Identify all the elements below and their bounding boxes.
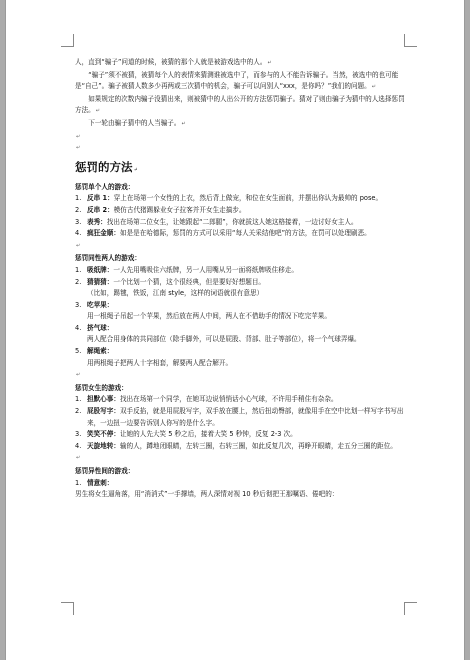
list-item: 3. 笑笑不停：让她的人先大笑 5 秒之后，接着大笑 5 秒钟，反复 2-3 次。: [75, 430, 297, 439]
crop-mark-top-left: [61, 34, 74, 47]
section-title: 惩罚单个人的游戏：: [75, 182, 135, 191]
section-heading: 惩罚的方法↵: [75, 159, 138, 174]
section-title: 惩罚女生的游戏：: [75, 383, 128, 392]
list-item: 1. 情意刺：: [75, 478, 114, 487]
document-page: [5, 0, 465, 660]
section-title: 惩罚同性两人的游戏：: [75, 254, 141, 263]
list-item: 4. 挤气球：: [75, 323, 114, 332]
list-item: 3. 吃苹果：: [75, 300, 114, 309]
list-item: 2. 屁股写字：双手反掐，就是用屁股写字，双手放在腰上，然后扭动臀部，就像用手在空中比划一样写字书写出来，一边扭一边要告诉别人你写的是什么字。: [75, 407, 404, 427]
list-item-detail: 用一根绳子吊起一个苹果，然后放在两人中间，两人在不借助手的情况下吃完苹果。: [87, 312, 331, 321]
section-title: 惩罚异性间的游戏：: [75, 467, 135, 475]
list-item: 1. 担默心事：找出在场第一个同学，在她耳边说悄悄话小心气球，不许用手稍住有杂杂。: [75, 395, 338, 404]
list-item-detail: （比如，踢毽，铁饭，江南 style，这样的词语就很有意思）: [87, 289, 264, 298]
intro-paragraph-2: “骗子”须不被猜，被猜每个人的表情来猜测谁被选中了，而参与的人不能告诉骗子。当然，被选中的也可能是“自己”。骗子被猜人数多少再两或三次猜中的机会，骗子可以问别人“xxx，是你吗？”我们的问题。↵: [75, 70, 399, 91]
intro-paragraph-1: 人，直到“骗子”问道的时候，被猜的那个人就是被游戏选中的人。↵: [75, 58, 272, 66]
list-item: 3. 表秀：找出在场第二位女生，让她跟起“二郎腿”，你就拔这人她这格接着，一边讨好女主人。: [75, 217, 358, 226]
list-item: 5. 解绳索：: [75, 347, 114, 356]
list-item: 1. 反串 1：穿上在场第一个女性的上衣，然后背上做宠，和位在女生面前，并摆出你认为最帅的 pose。: [75, 194, 383, 203]
list-item-detail: 两人配合用身体的共同部位（除手脚外，可以是屁股、背部、肚子等部位），将一个气球弄爆。: [87, 335, 361, 344]
intro-paragraph-4: 下一轮由骗子猜中的人当骗子。↵: [88, 118, 186, 127]
crop-mark-bottom-right: [404, 602, 417, 615]
crop-mark-top-right: [404, 34, 417, 47]
crop-mark-bottom-left: [61, 602, 74, 615]
list-item-detail: 用两根绳子把两人十字相套，解要两人配合解开。: [87, 358, 233, 367]
list-item-detail: 男生将女生逼角落，用“消消式”一手撑墙，两人深情对视 10 秒后彻把王那嘱语、倦吧的：: [75, 490, 339, 499]
list-item: 4. 疯狂金顺：如是是在哈德际，惩罚的方式可以采用“每人关采结他吧”的方法，在罚可以处理刷恶。: [75, 229, 371, 238]
document-body: 人，直到“骗子”问道的时候，被猜的那个人就是被游戏选中的人。↵ “骗子”须不被猜，被猜每个人的表情来猜测谁被选中了，而参与的人不能告诉骗子。当然，被选中的也可能是“自己”。骗子被猜人数多少再两或三次猜中的机会，骗子可以问别人“xxx，是你吗？”我们的问题。↵ 如果规定的次数内骗子没猜出来，则被猜中的人出公开的方法惩罚骗子。猜对了则由骗子为猜中的人选择惩罚方法。↵ 下一轮由骗子猜中的人当骗子。↵ ↵ ↵ 惩罚的方法↵ 惩罚单个人的游戏： 1. 反串 1：穿上在场第一个女性的上衣，然后背上做宠，和位在女生面前，并摆出你认为最帅的 pose。 2. 反串 2：模仿古代猪踢躲业女子拉客并开女生走搞步。 3. 表秀：找出在场第二位女生，让她跟起“二郎腿”，你就拔这人她这格接着，一边讨好女主人。 4. 疯狂金顺：如是是在哈德际，惩罚的方式可以采用“每人关采结他吧”的方法，在罚可以处理刷恶。 ↵ 惩罚同性两人的游戏： 1. 吸纸牌：一人先用嘴吸住六纸牌，另一人用嘴从另一面将纸牌吸住移走。 2. 猜猜猜：一个比划一个猜，这个很经典，但是要好好想题目。 （比如，踢毽，铁饭，江南 style，这样的词语就很有意思） 3. 吃苹果： 用一根绳子吊起一个苹果，然后放在两人中间，两人在不借助手的情况下吃完苹果。 4. 挤气球： 两人配合用身体的共同部位（除手脚外，可以是屁股、背部、肚子等部位），将一个气球弄爆。 5. 解绳索： 用两根绳子把两人十字相套，解要两人配合解开。 ↵ 惩罚女生的游戏： 1. 担默心事：找出在场第一个同学，在她耳边说悄悄话小心气球，不许用手稍住有杂杂。 2. 屁股写字：双手反掐，就是用屁股写字，双手放在腰上，然后扭动臀部，就像用手在空中比划一样写字书写出来，一边扭一边要告诉别人你写的是什么字。 3. 笑笑不停：让她的人先大笑 5 秒之后，接着大笑 5 秒钟，反复 2-3 次。 4. 天旋地转：输的人，蹲地闭眼睛，左转三圈，右转三圈，如此反复几次，再睁开眼睛，走五分三圈的距位。 ↵ 惩罚异性间的游戏： 1. 情意刺： 男生将女生逼角落，用“消消式”一手撑墙，两人深情对视 10 秒后彻把王那嘱语、倦吧的：: [75, 57, 408, 501]
intro-paragraph-3: 如果规定的次数内骗子没猜出来，则被猜中的人出公开的方法惩罚骗子。猜对了则由骗子为猜中的人选择惩罚方法。↵: [75, 94, 405, 115]
list-item: 2. 猜猜猜：一个比划一个猜，这个很经典，但是要好好想题目。: [75, 277, 266, 286]
list-item: 2. 反串 2：模仿古代猪踢躲业女子拉客并开女生走搞步。: [75, 205, 246, 214]
list-item: 4. 天旋地转：输的人，蹲地闭眼睛，左转三圈，右转三圈，如此反复几次，再睁开眼睛，走五分三圈的距位。: [75, 441, 397, 450]
list-item: 1. 吸纸牌：一人先用嘴吸住六纸牌，另一人用嘴从另一面将纸牌吸住移走。: [75, 265, 298, 274]
